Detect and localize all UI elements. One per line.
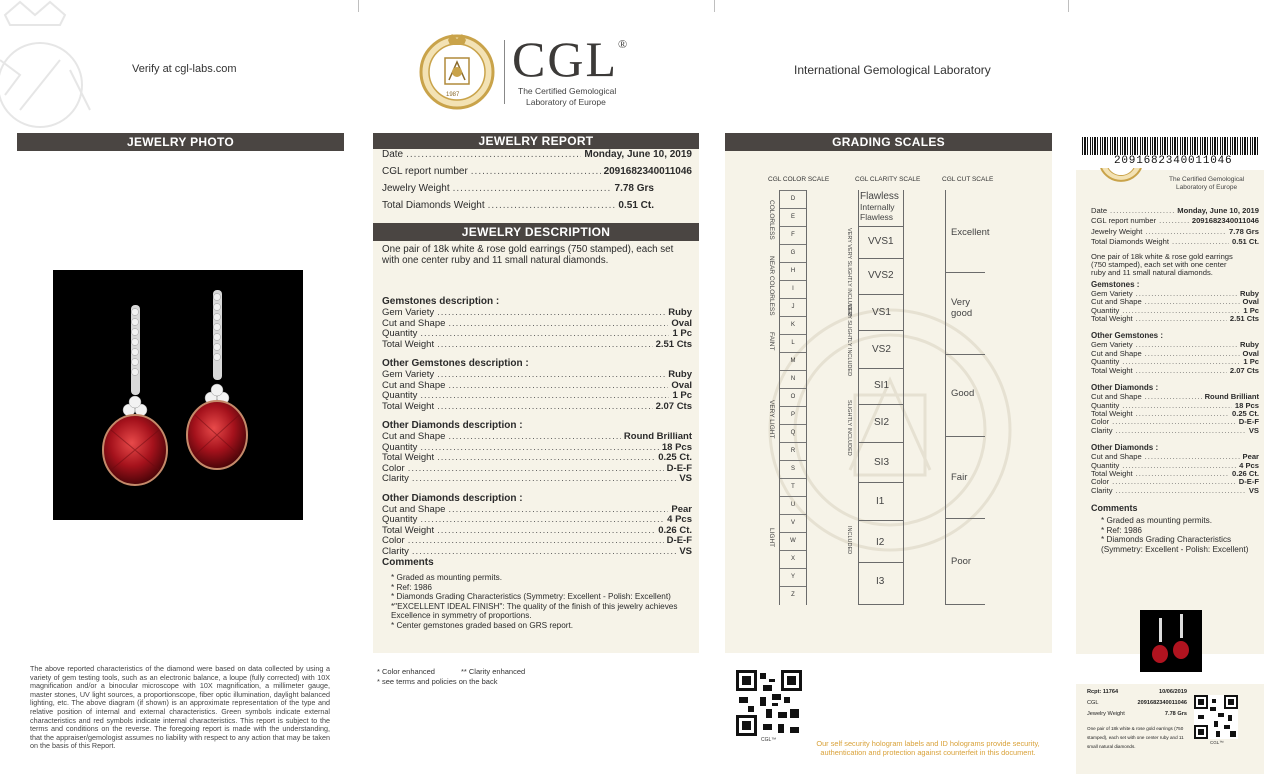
card-row: Total Diamonds Weight ..... 0.51 Ct.	[1091, 238, 1259, 246]
color-grade-f: F	[780, 226, 806, 244]
cut-divider	[945, 518, 985, 519]
clarity-group-label: VERY SLIGHTLY INCLUDED	[846, 304, 852, 377]
color-grade-s: S	[780, 460, 806, 478]
card-row: Quantity ..... 1 Pc	[1091, 307, 1259, 315]
clarity-divider	[858, 562, 903, 563]
comment-item: * Ref: 1986	[391, 582, 432, 592]
color-grade-u: U	[780, 496, 806, 514]
card-comment-item: * Diamonds Grading Characteristics (Symmetry: Excellent - Polish: Excellent)	[1101, 535, 1249, 554]
desc-row: Total Weight ..... 2.51 Cts	[382, 340, 692, 351]
card-other-diamonds-heading: Other Diamonds :	[1091, 383, 1159, 393]
card-row: Quantity ..... 18 Pcs	[1091, 402, 1259, 410]
color-grade-i: I	[780, 280, 806, 298]
clarity-grade: Internally Flawless	[860, 202, 895, 222]
jewelry-photo	[53, 270, 303, 520]
stub-qr-code-icon[interactable]	[1194, 695, 1238, 739]
card-comments-heading: Comments	[1091, 503, 1138, 514]
desc-row: Quantity ..... 1 Pc	[382, 391, 692, 402]
clarity-grade: VVS2	[868, 270, 894, 281]
logo-divider	[504, 40, 505, 104]
color-grade-l: L	[780, 334, 806, 352]
logo-text	[512, 31, 630, 87]
barcode-number: 2091682340011046	[1114, 155, 1233, 167]
report-row-weight: Jewelry Weight ..... 7.78 Grs	[382, 183, 654, 194]
photo-title-bar: JEWELRY PHOTO	[17, 133, 344, 151]
qr-code-icon[interactable]	[736, 670, 802, 736]
desc-row: Total Weight ..... 2.07 Cts	[382, 402, 692, 413]
color-grade-o: O	[780, 388, 806, 406]
earrings-image	[53, 270, 303, 520]
verify-text[interactable]: Verify at cgl-labs.com	[132, 63, 237, 75]
comment-item: * Center gemstones graded based on GRS report.	[391, 620, 574, 630]
color-grade-g: G	[780, 244, 806, 262]
card-row: Clarity ..... VS	[1091, 487, 1259, 495]
earrings-thumb-image	[1140, 610, 1202, 672]
desc-row: Gem Variety ..... Ruby	[382, 308, 692, 319]
desc-row: Gem Variety ..... Ruby	[382, 370, 692, 381]
desc-row: Quantity ..... 4 Pcs	[382, 515, 692, 526]
clarity-grade: SI2	[874, 417, 890, 428]
stub-row: CGL 2091682340011046	[1087, 700, 1187, 706]
desc-row: Quantity ..... 1 Pc	[382, 329, 692, 340]
cut-divider	[945, 604, 985, 605]
clarity-scale-line	[858, 190, 859, 605]
desc-row: Quantity ..... 18 Pcs	[382, 443, 692, 454]
cut-scale-line	[945, 190, 946, 605]
color-group-label: LIGHT	[768, 528, 775, 548]
clarity-divider	[858, 258, 903, 259]
stub-qr-label: CGL™	[1210, 740, 1224, 745]
clarity-divider	[858, 294, 903, 295]
cgl-seal-icon	[418, 30, 496, 110]
clarity-divider	[858, 442, 903, 443]
logo-subtitle-2: Laboratory of Europe	[526, 97, 606, 107]
color-grade-v: V	[780, 514, 806, 532]
clarity-grade: I1	[876, 496, 885, 507]
barcode-icon[interactable]	[1082, 137, 1260, 155]
card-gemstones-heading: Gemstones :	[1091, 279, 1140, 289]
color-scale-label: CGL COLOR SCALE	[768, 176, 830, 183]
card-subtitle-1: The Certified Gemological	[1169, 176, 1245, 183]
stub-row: Rcpt: 11764 10/06/2019	[1087, 689, 1187, 695]
desc-row: Clarity ..... VS	[382, 474, 692, 485]
logo-subtitle-1: The Certified Gemological	[518, 86, 617, 96]
color-grade-d: D	[780, 190, 806, 208]
card-row: Gem Variety ..... Ruby	[1091, 341, 1259, 349]
card-other-gemstones-heading: Other Gemstones :	[1091, 331, 1164, 341]
color-grade-e: E	[780, 208, 806, 226]
cut-grade: Good	[951, 388, 975, 399]
color-grade-y: Y	[780, 568, 806, 586]
report-row-date: Date ..... Monday, June 10, 2019	[382, 149, 692, 160]
card-row: Total Weight ..... 2.07 Cts	[1091, 367, 1259, 375]
grading-title-bar: GRADING SCALES	[725, 133, 1052, 151]
clarity-grade: I3	[876, 576, 885, 587]
card-other-diamonds-heading: Other Diamonds :	[1091, 443, 1159, 453]
card-comment-item: * Graded as mounting permits.	[1101, 516, 1213, 526]
color-group-label: VERY LIGHT	[768, 400, 775, 439]
stub-desc: One pair of 18k white & rose gold earrings (750 stamped), each set with one center ruby and 11 small natural diamonds.	[1087, 726, 1184, 749]
cut-grade: Excellent	[951, 227, 990, 238]
crown-watermark-icon	[0, 0, 120, 130]
card-row: Date ..... Monday, June 10, 2019	[1091, 207, 1259, 215]
color-grade-w: W	[780, 532, 806, 550]
color-grade-z: Z	[780, 586, 806, 604]
clarity-grade: I2	[876, 537, 885, 548]
color-enhanced: * Color enhanced	[377, 667, 435, 676]
card-row: Clarity ..... VS	[1091, 427, 1259, 435]
comment-item: * Graded as mounting permits.	[391, 573, 503, 582]
color-grade-x: X	[780, 550, 806, 568]
seal-year: 1987	[446, 92, 460, 98]
clarity-divider	[858, 226, 903, 227]
color-group-label: NEAR COLORLESS	[768, 256, 775, 316]
color-grade-r: R	[780, 442, 806, 460]
report-row-diamonds: Total Diamonds Weight ..... 0.51 Ct.	[382, 200, 654, 211]
color-grade-j: J	[780, 298, 806, 316]
clarity-grade: SI1	[874, 380, 890, 391]
stub-row: Jewelry Weight 7.78 Grs	[1087, 711, 1187, 717]
color-scale-line	[806, 190, 807, 605]
registered-mark: ®	[618, 37, 630, 51]
footnote-row	[377, 667, 525, 677]
card-description: One pair of 18k white & rose gold earrings (750 stamped), each set with one center ruby and 11 small natural diamonds.	[1091, 251, 1233, 278]
lab-name: International Gemological Laboratory	[794, 63, 991, 77]
gemstones-heading: Gemstones description :	[382, 296, 500, 307]
clarity-grade: SI3	[874, 457, 890, 468]
card-row: Cut and Shape ..... Oval	[1091, 298, 1259, 306]
comments-heading: Comments	[382, 557, 434, 568]
color-grade-k: K	[780, 316, 806, 334]
footnotes	[377, 667, 525, 687]
card-thumbnail	[1140, 610, 1202, 672]
color-grade-p: P	[780, 406, 806, 424]
card-row: CGL report number ..... 2091682340011046	[1091, 217, 1259, 225]
card-seal-icon	[1096, 168, 1146, 198]
terms-note[interactable]: * see terms and policies on the back	[377, 677, 498, 686]
desc-row: Total Weight ..... 0.25 Ct.	[382, 453, 692, 464]
clarity-grade: VS1	[872, 307, 891, 318]
cut-divider	[945, 436, 985, 437]
card-comments	[1101, 516, 1251, 554]
logo-letters: CGL	[512, 31, 618, 87]
clarity-divider	[858, 368, 903, 369]
color-group-label: FAINT	[768, 332, 775, 351]
report-rows	[382, 149, 692, 211]
clarity-group-label: INCLUDED	[846, 526, 852, 555]
color-grade-m: M	[780, 352, 806, 370]
clarity-group-label: SLIGHTLY INCLUDED	[846, 400, 852, 456]
clarity-divider	[858, 520, 903, 521]
cut-grade: Fair	[951, 472, 968, 483]
stub-body	[1087, 689, 1187, 751]
desc-row: Color ..... D-E-F	[382, 464, 692, 475]
card-row: Color ..... D-E-F	[1091, 418, 1259, 426]
clarity-divider	[858, 404, 903, 405]
card-row: Color ..... D-E-F	[1091, 478, 1259, 486]
comments-list	[391, 573, 681, 630]
other-diamonds-heading: Other Diamonds description :	[382, 492, 523, 504]
desc-row: Clarity ..... VS	[382, 547, 692, 558]
card-row: Cut and Shape ..... Oval	[1091, 350, 1259, 358]
color-grade-q: Q	[780, 424, 806, 442]
card-row: Gem Variety ..... Ruby	[1091, 290, 1259, 298]
color-grade-t: T	[780, 478, 806, 496]
card-row: Quantity ..... 1 Pc	[1091, 358, 1259, 366]
card-row: Cut and Shape ..... Pear	[1091, 453, 1259, 461]
card-row: Quantity ..... 4 Pcs	[1091, 462, 1259, 470]
desc-row: Cut and Shape ..... Round Brilliant	[382, 432, 692, 443]
report-row-number: CGL report number ..... 2091682340011046	[382, 166, 692, 177]
card-subtitle-2: Laboratory of Europe	[1176, 184, 1238, 191]
card-row: Total Weight ..... 0.25 Ct.	[1091, 410, 1259, 418]
card-row: Jewelry Weight ..... 7.78 Grs	[1091, 228, 1259, 236]
qr-label: CGL™	[761, 737, 777, 743]
cut-grade: Very good	[951, 297, 973, 319]
disclaimer: The above reported characteristics of the diamond were based on data collected by using a variety of gem testing tools, such as an electronic balance, a loupe (fully corrected) with 10X magnification and/or a binocular microscope with 10X magnification, a millimeter gauge, master stones, UV light sources, a proportionscope, fiber optic illumination, daylight balanced lighting, etc. The above diagram (if shown) is an approximate representation of the type and relative position of internal and external characteristics. Green symbols indicate external characteristics and red symbols indicate internal characteristics. This report is subject to the terms and conditions on the reverse. The foregoing report is made with the understanding, that the appraiser/gemologist assumes no liability with respect to any action that may be taken on the basis of this Report.	[30, 664, 330, 751]
clarity-grade: Flawless	[860, 191, 899, 202]
desc-row: Cut and Shape ..... Oval	[382, 319, 692, 330]
security-note: Our self security hologram labels and ID holograms provide security, authentication and protection against counterfeit in this document.	[816, 739, 1040, 757]
clarity-divider	[858, 604, 903, 605]
card-comment-item: * Ref: 1986	[1101, 525, 1142, 535]
clarity-grade: VS2	[872, 344, 891, 355]
clarity-grade: VVS1	[868, 236, 894, 247]
desc-row: Color ..... D-E-F	[382, 536, 692, 547]
report-title-bar: JEWELRY REPORT	[373, 133, 699, 149]
desc-row: Total Weight ..... 0.26 Ct.	[382, 526, 692, 537]
card-body	[1091, 207, 1259, 555]
card-row: Total Weight ..... 0.26 Ct.	[1091, 470, 1259, 478]
description-text: One pair of 18k white & rose gold earrings (750 stamped), each set with one center ruby and 11 small natural diamonds.	[382, 244, 674, 266]
description-body	[382, 245, 692, 630]
card-row: Cut and Shape ..... Round Brilliant	[1091, 393, 1259, 401]
clarity-divider	[858, 330, 903, 331]
clarity-group-label: VERY VERY SLIGHTLY INCLUDED	[846, 228, 852, 317]
clarity-divider	[858, 482, 903, 483]
color-grade-n: N	[780, 370, 806, 388]
cut-grade: Poor	[951, 556, 972, 567]
description-title-bar: JEWELRY DESCRIPTION	[373, 223, 699, 241]
clarity-scale-label: CGL CLARITY SCALE	[855, 176, 921, 183]
other-gemstones-heading: Other Gemstones description :	[382, 358, 529, 369]
card-row: Total Weight ..... 2.51 Cts	[1091, 315, 1259, 323]
desc-row: Cut and Shape ..... Pear	[382, 505, 692, 516]
cut-divider	[945, 354, 985, 355]
clarity-enhanced: ** Clarity enhanced	[460, 667, 526, 676]
cut-scale-label: CGL CUT SCALE	[942, 176, 994, 183]
header	[0, 0, 1275, 130]
color-group-label: COLORLESS	[768, 200, 775, 240]
other-diamonds-heading: Other Diamonds description :	[382, 420, 523, 431]
cut-divider	[945, 272, 985, 273]
desc-row: Cut and Shape ..... Oval	[382, 381, 692, 392]
comment-item: * Diamonds Grading Characteristics (Symmetry: Excellent - Polish: Excellent) *"EXCELLENT IDEAL FINISH": The quality of the finish of this jewelry achieves Excellence in symmetry of proportions.	[391, 592, 678, 620]
color-grade-h: H	[780, 262, 806, 280]
